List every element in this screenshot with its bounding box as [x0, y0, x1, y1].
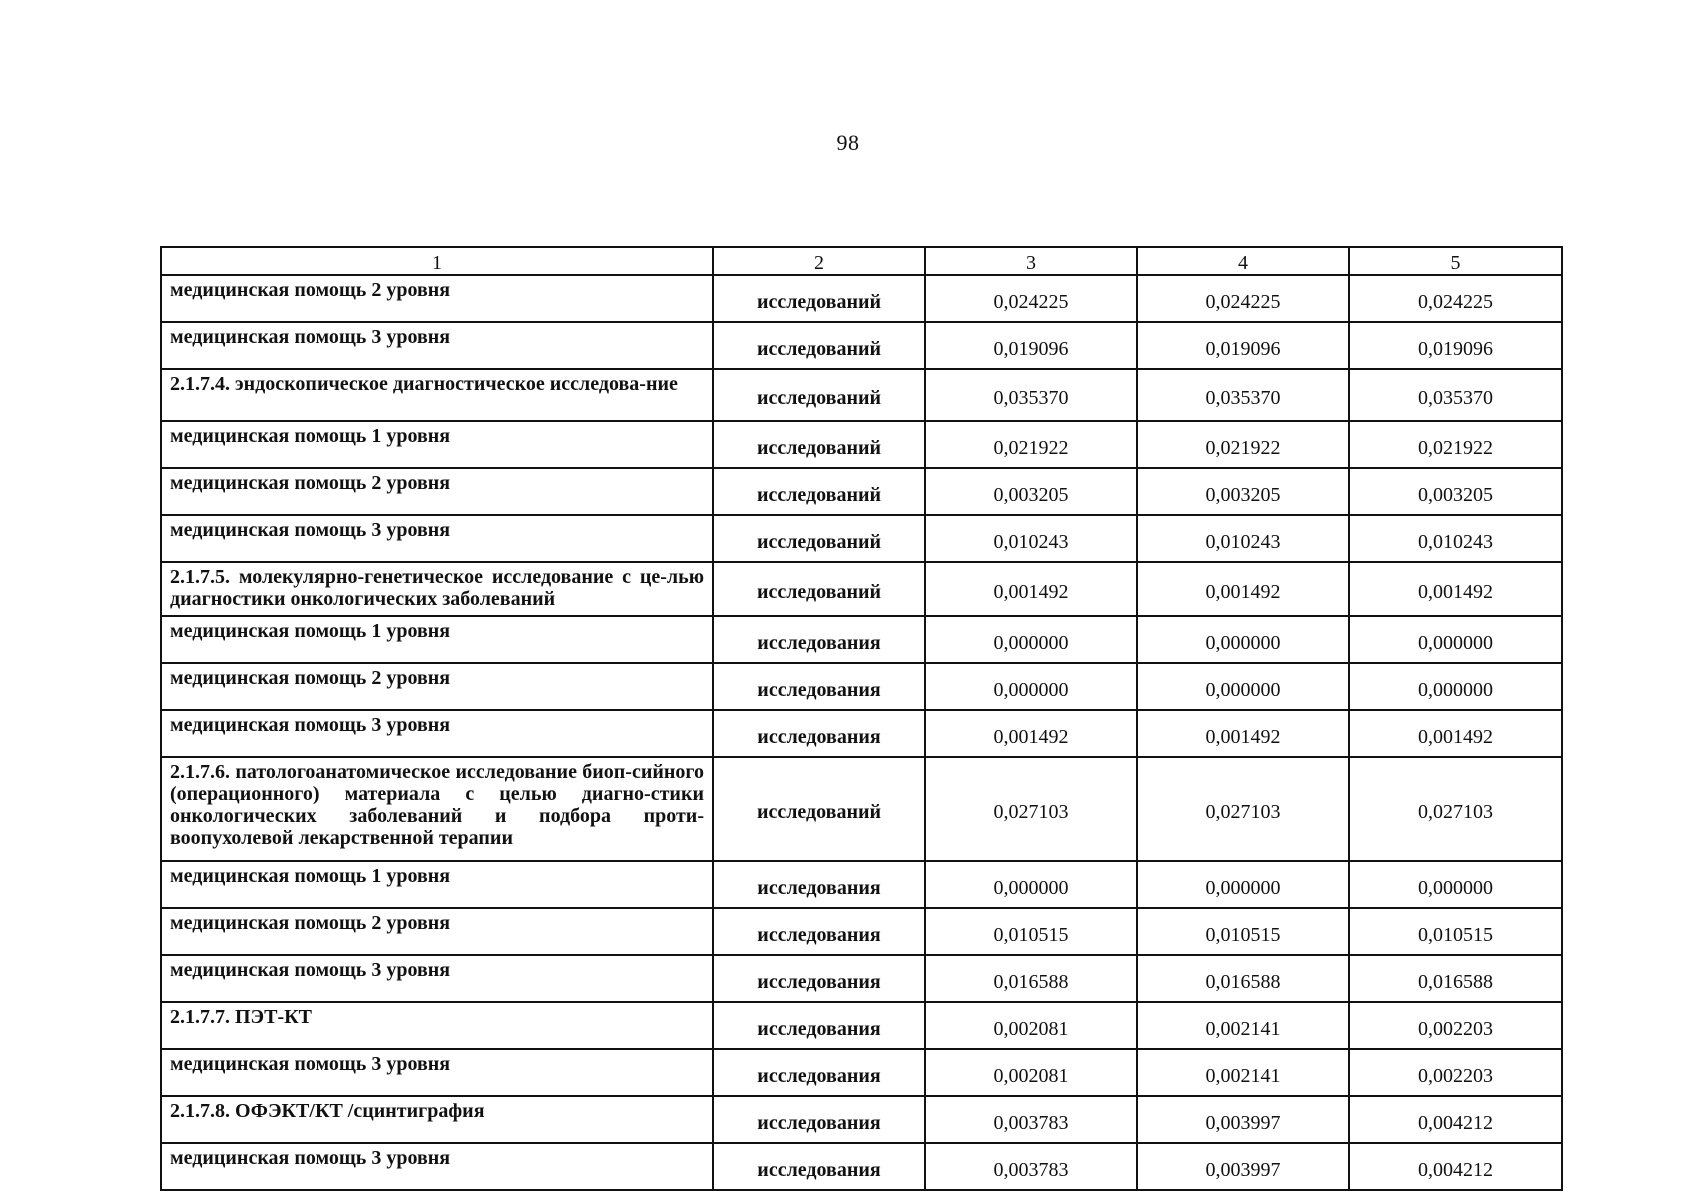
row-unit: исследований	[713, 757, 925, 861]
row-value-col3: 0,027103	[925, 757, 1137, 861]
row-value-col5: 0,035370	[1349, 369, 1562, 421]
row-unit: исследования	[713, 710, 925, 757]
row-description: медицинская помощь 2 уровня	[161, 908, 713, 955]
row-value-col3: 0,010515	[925, 908, 1137, 955]
table-row	[161, 955, 1562, 1002]
row-value-col3: 0,010243	[925, 515, 1137, 562]
row-value-col5: 0,003205	[1349, 468, 1562, 515]
row-unit: исследований	[713, 468, 925, 515]
row-description: 2.1.7.6. патологоанатомическое исследование биоп-сийного (операционного) материала с целью диагно-стики онкологических заболеваний и подбора проти-воопухолевой лекарственной терапии	[161, 757, 713, 861]
row-value-col3: 0,019096	[925, 322, 1137, 369]
table-row	[161, 1049, 1562, 1096]
row-unit: исследования	[713, 1049, 925, 1096]
column-number-header-row	[161, 247, 1562, 275]
row-value-col3: 0,000000	[925, 861, 1137, 908]
row-value-col4: 0,001492	[1137, 562, 1349, 616]
row-value-col4: 0,003997	[1137, 1143, 1349, 1190]
row-description: медицинская помощь 3 уровня	[161, 515, 713, 562]
table-row	[161, 562, 1562, 616]
row-description: медицинская помощь 3 уровня	[161, 1143, 713, 1190]
row-value-col4: 0,016588	[1137, 955, 1349, 1002]
row-value-col4: 0,021922	[1137, 421, 1349, 468]
row-description: медицинская помощь 1 уровня	[161, 421, 713, 468]
row-value-col5: 0,002203	[1349, 1002, 1562, 1049]
row-value-col5: 0,001492	[1349, 710, 1562, 757]
row-value-col3: 0,003783	[925, 1143, 1137, 1190]
row-description: медицинская помощь 3 уровня	[161, 1049, 713, 1096]
table-row	[161, 1096, 1562, 1143]
data-table	[160, 246, 1563, 1191]
row-value-col4: 0,003997	[1137, 1096, 1349, 1143]
row-value-col4: 0,027103	[1137, 757, 1349, 861]
row-value-col3: 0,016588	[925, 955, 1137, 1002]
row-value-col4: 0,024225	[1137, 275, 1349, 322]
row-value-col4: 0,010515	[1137, 908, 1349, 955]
row-value-col3: 0,002081	[925, 1002, 1137, 1049]
column-header: 4	[1137, 247, 1349, 275]
table-row	[161, 369, 1562, 421]
row-value-col3: 0,003205	[925, 468, 1137, 515]
table-row	[161, 757, 1562, 861]
row-value-col4: 0,000000	[1137, 616, 1349, 663]
row-value-col4: 0,003205	[1137, 468, 1349, 515]
row-unit: исследования	[713, 1143, 925, 1190]
row-description: 2.1.7.8. ОФЭКТ/КТ /сцинтиграфия	[161, 1096, 713, 1143]
row-value-col5: 0,000000	[1349, 663, 1562, 710]
row-value-col3: 0,024225	[925, 275, 1137, 322]
column-header: 3	[925, 247, 1137, 275]
table-row	[161, 908, 1562, 955]
table-row	[161, 710, 1562, 757]
row-value-col3: 0,002081	[925, 1049, 1137, 1096]
row-value-col3: 0,000000	[925, 616, 1137, 663]
row-value-col3: 0,035370	[925, 369, 1137, 421]
row-description: медицинская помощь 2 уровня	[161, 663, 713, 710]
table-row	[161, 468, 1562, 515]
row-unit: исследований	[713, 275, 925, 322]
row-unit: исследования	[713, 908, 925, 955]
row-description: медицинская помощь 3 уровня	[161, 955, 713, 1002]
row-value-col5: 0,010515	[1349, 908, 1562, 955]
table-row	[161, 515, 1562, 562]
row-description: медицинская помощь 2 уровня	[161, 468, 713, 515]
column-header: 2	[713, 247, 925, 275]
row-value-col3: 0,003783	[925, 1096, 1137, 1143]
column-header: 5	[1349, 247, 1562, 275]
row-value-col4: 0,001492	[1137, 710, 1349, 757]
row-unit: исследований	[713, 515, 925, 562]
row-unit: исследования	[713, 955, 925, 1002]
row-value-col5: 0,027103	[1349, 757, 1562, 861]
column-header: 1	[161, 247, 713, 275]
row-value-col4: 0,000000	[1137, 861, 1349, 908]
row-value-col5: 0,024225	[1349, 275, 1562, 322]
row-description: медицинская помощь 1 уровня	[161, 861, 713, 908]
data-table-container	[160, 246, 1561, 1191]
row-description: медицинская помощь 3 уровня	[161, 710, 713, 757]
row-value-col5: 0,016588	[1349, 955, 1562, 1002]
row-description: 2.1.7.4. эндоскопическое диагностическое исследова-ние	[161, 369, 713, 421]
table-row	[161, 663, 1562, 710]
row-unit: исследования	[713, 663, 925, 710]
row-unit: исследований	[713, 369, 925, 421]
row-value-col5: 0,004212	[1349, 1143, 1562, 1190]
row-unit: исследования	[713, 1002, 925, 1049]
table-row	[161, 322, 1562, 369]
row-value-col3: 0,021922	[925, 421, 1137, 468]
row-value-col4: 0,035370	[1137, 369, 1349, 421]
row-value-col4: 0,000000	[1137, 663, 1349, 710]
row-value-col4: 0,010243	[1137, 515, 1349, 562]
row-description: медицинская помощь 3 уровня	[161, 322, 713, 369]
row-value-col5: 0,002203	[1349, 1049, 1562, 1096]
row-unit: исследований	[713, 562, 925, 616]
table-row	[161, 861, 1562, 908]
row-value-col3: 0,000000	[925, 663, 1137, 710]
table-row	[161, 616, 1562, 663]
row-value-col5: 0,000000	[1349, 861, 1562, 908]
row-value-col4: 0,002141	[1137, 1049, 1349, 1096]
page-number: 98	[836, 130, 860, 155]
row-value-col5: 0,019096	[1349, 322, 1562, 369]
row-description: 2.1.7.5. молекулярно-генетическое исследование с це-лью диагностики онкологических заболеваний	[161, 562, 713, 616]
row-value-col3: 0,001492	[925, 710, 1137, 757]
row-unit: исследования	[713, 1096, 925, 1143]
row-value-col5: 0,010243	[1349, 515, 1562, 562]
row-value-col5: 0,000000	[1349, 616, 1562, 663]
row-value-col4: 0,002141	[1137, 1002, 1349, 1049]
table-row	[161, 421, 1562, 468]
row-description: медицинская помощь 2 уровня	[161, 275, 713, 322]
row-description: медицинская помощь 1 уровня	[161, 616, 713, 663]
table-row	[161, 1143, 1562, 1190]
row-unit: исследований	[713, 421, 925, 468]
table-row	[161, 1002, 1562, 1049]
row-unit: исследования	[713, 616, 925, 663]
row-value-col4: 0,019096	[1137, 322, 1349, 369]
row-value-col5: 0,001492	[1349, 562, 1562, 616]
row-description: 2.1.7.7. ПЭТ-КТ	[161, 1002, 713, 1049]
row-value-col3: 0,001492	[925, 562, 1137, 616]
row-unit: исследования	[713, 861, 925, 908]
table-row	[161, 275, 1562, 322]
row-value-col5: 0,004212	[1349, 1096, 1562, 1143]
row-unit: исследований	[713, 322, 925, 369]
row-value-col5: 0,021922	[1349, 421, 1562, 468]
